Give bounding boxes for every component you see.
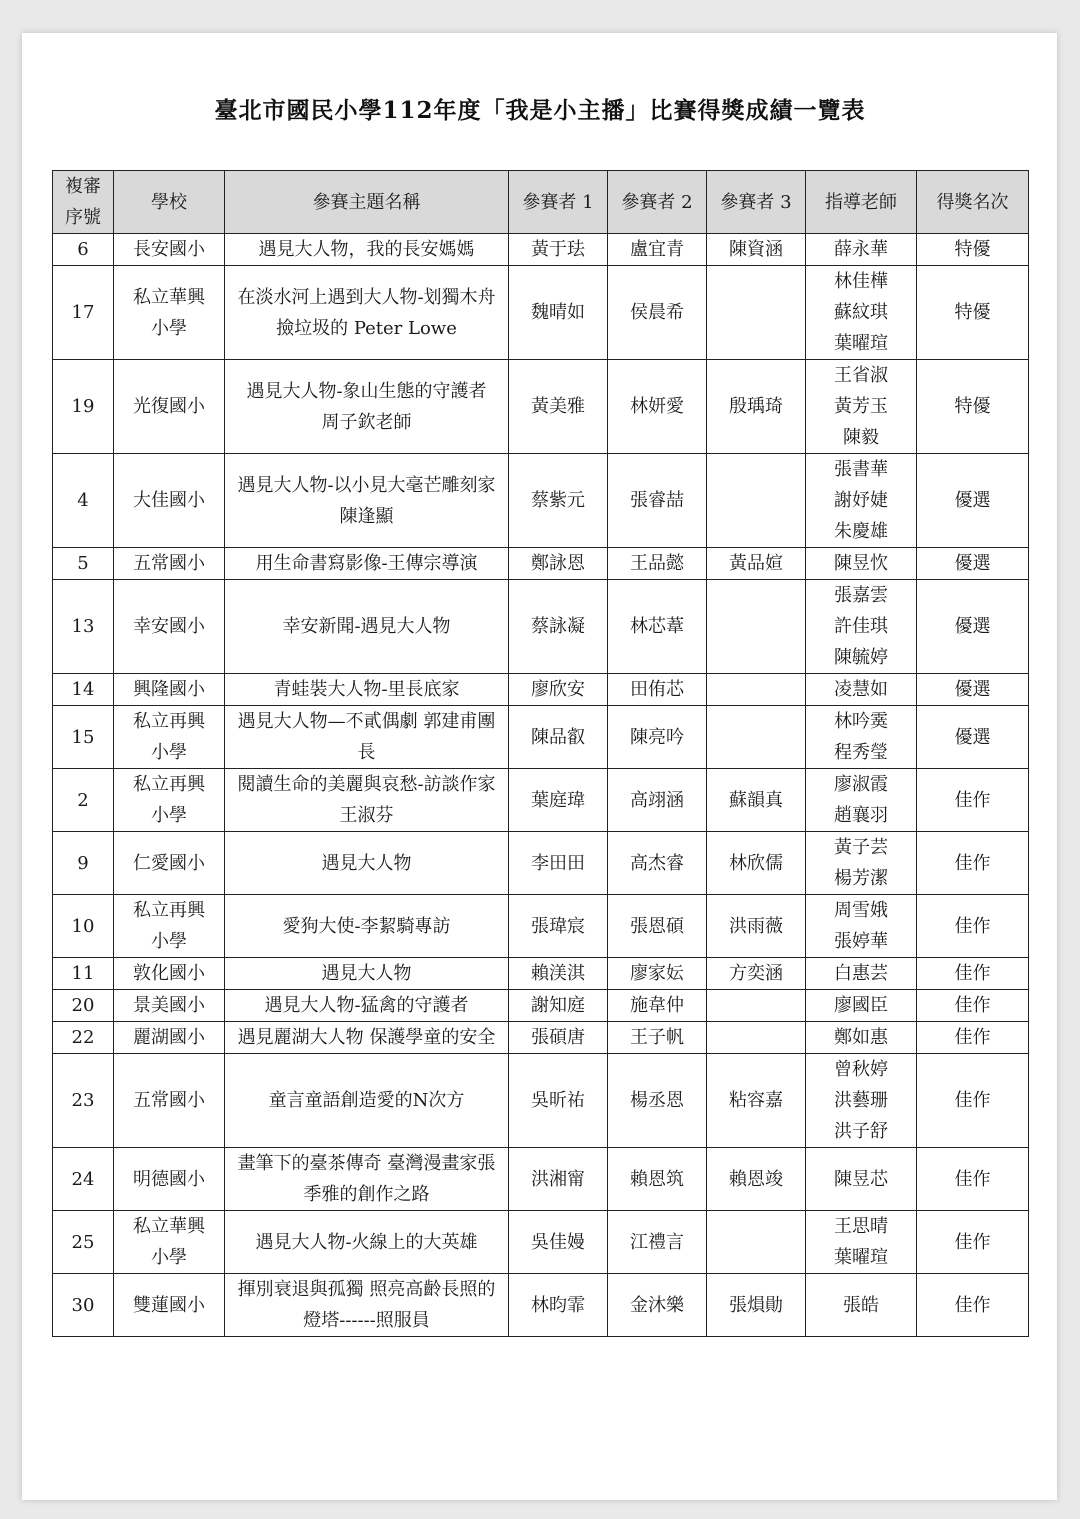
table-row (53, 958, 1029, 990)
cell-review-no: 30 (53, 1274, 114, 1337)
cell-advisor: 王省淑 黃芳玉 陳毅 (806, 360, 917, 454)
cell-topic: 遇見大人物-猛禽的守護者 (225, 990, 509, 1022)
table-row (53, 706, 1029, 769)
cell-advisor: 黃子芸 楊芳潔 (806, 832, 917, 895)
table-row (53, 769, 1029, 832)
cell-participant-3: 張熉勛 (707, 1274, 806, 1337)
cell-participant-3 (707, 706, 806, 769)
cell-award: 優選 (917, 454, 1029, 548)
cell-participant-2: 王子帆 (608, 1022, 707, 1054)
cell-participant-1: 張瑋宸 (509, 895, 608, 958)
cell-advisor: 凌慧如 (806, 674, 917, 706)
cell-advisor: 張嘉雲 許佳琪 陳毓婷 (806, 580, 917, 674)
cell-award: 特優 (917, 234, 1029, 266)
cell-award: 優選 (917, 674, 1029, 706)
cell-review-no: 17 (53, 266, 114, 360)
table-row (53, 1148, 1029, 1211)
cell-topic: 畫筆下的臺茶傳奇 臺灣漫畫家張季雅的創作之路 (225, 1148, 509, 1211)
cell-participant-1: 賴渼淇 (509, 958, 608, 990)
cell-participant-2: 江禮言 (608, 1211, 707, 1274)
column-header-award: 得獎名次 (917, 171, 1029, 234)
table-row (53, 674, 1029, 706)
cell-award: 佳作 (917, 1054, 1029, 1148)
table-row (53, 266, 1029, 360)
cell-participant-3 (707, 1211, 806, 1274)
column-header-review-no: 複審 序號 (53, 171, 114, 234)
cell-topic: 遇見大人物-以小見大毫芒雕刻家陳逢顯 (225, 454, 509, 548)
cell-advisor: 張皓 (806, 1274, 917, 1337)
cell-participant-3: 方奕涵 (707, 958, 806, 990)
cell-school: 仁愛國小 (114, 832, 225, 895)
cell-school: 雙蓮國小 (114, 1274, 225, 1337)
cell-award: 佳作 (917, 990, 1029, 1022)
cell-advisor: 林佳樺 蘇紋琪 葉曜瑄 (806, 266, 917, 360)
cell-award: 佳作 (917, 832, 1029, 895)
cell-topic: 幸安新聞-遇見大人物 (225, 580, 509, 674)
cell-award: 佳作 (917, 1148, 1029, 1211)
table-row (53, 548, 1029, 580)
cell-award: 特優 (917, 266, 1029, 360)
cell-school: 五常國小 (114, 548, 225, 580)
cell-award: 優選 (917, 580, 1029, 674)
cell-participant-3: 賴恩竣 (707, 1148, 806, 1211)
cell-participant-1: 洪湘甯 (509, 1148, 608, 1211)
cell-participant-3: 粘容嘉 (707, 1054, 806, 1148)
cell-school: 景美國小 (114, 990, 225, 1022)
cell-participant-3 (707, 1022, 806, 1054)
table-row (53, 832, 1029, 895)
cell-school: 光復國小 (114, 360, 225, 454)
cell-school: 五常國小 (114, 1054, 225, 1148)
cell-advisor: 白惠芸 (806, 958, 917, 990)
table-row (53, 1054, 1029, 1148)
cell-review-no: 20 (53, 990, 114, 1022)
cell-school: 大佳國小 (114, 454, 225, 548)
cell-review-no: 9 (53, 832, 114, 895)
table-row (53, 1274, 1029, 1337)
cell-participant-3: 林欣儒 (707, 832, 806, 895)
cell-review-no: 22 (53, 1022, 114, 1054)
cell-participant-1: 李田田 (509, 832, 608, 895)
table-row (53, 454, 1029, 548)
table-row (53, 360, 1029, 454)
page-title: 臺北市國民小學112年度「我是小主播」比賽得獎成績一覽表 (214, 97, 866, 124)
cell-participant-2: 賴恩筑 (608, 1148, 707, 1211)
cell-school: 敦化國小 (114, 958, 225, 990)
table-row (53, 895, 1029, 958)
cell-school: 麗湖國小 (114, 1022, 225, 1054)
cell-participant-2: 廖家妘 (608, 958, 707, 990)
cell-participant-1: 蔡詠凝 (509, 580, 608, 674)
cell-topic: 遇見大人物 (225, 958, 509, 990)
cell-topic: 遇見大人物—不貳偶劇 郭建甫團長 (225, 706, 509, 769)
cell-award: 特優 (917, 360, 1029, 454)
cell-school: 私立再興 小學 (114, 706, 225, 769)
cell-participant-1: 蔡紫元 (509, 454, 608, 548)
cell-participant-3 (707, 580, 806, 674)
cell-participant-2: 侯晨希 (608, 266, 707, 360)
cell-school: 私立再興 小學 (114, 895, 225, 958)
table-row (53, 1022, 1029, 1054)
cell-award: 佳作 (917, 1022, 1029, 1054)
cell-participant-1: 葉庭瑋 (509, 769, 608, 832)
cell-topic: 在淡水河上遇到大人物-划獨木舟撿垃圾的 Peter Lowe (225, 266, 509, 360)
cell-participant-3: 黃品媗 (707, 548, 806, 580)
cell-participant-2: 盧宜青 (608, 234, 707, 266)
cell-topic: 遇見大人物 (225, 832, 509, 895)
cell-advisor: 王思晴 葉曜瑄 (806, 1211, 917, 1274)
cell-topic: 遇見麗湖大人物 保護學童的安全 (225, 1022, 509, 1054)
cell-advisor: 廖淑霞 趙襄羽 (806, 769, 917, 832)
cell-advisor: 林吟霙 程秀瑩 (806, 706, 917, 769)
cell-participant-1: 吳昕祐 (509, 1054, 608, 1148)
cell-school: 明德國小 (114, 1148, 225, 1211)
cell-review-no: 4 (53, 454, 114, 548)
cell-review-no: 13 (53, 580, 114, 674)
cell-participant-1: 廖欣安 (509, 674, 608, 706)
cell-school: 私立華興 小學 (114, 266, 225, 360)
cell-participant-3: 殷瑀琦 (707, 360, 806, 454)
cell-participant-2: 施韋仲 (608, 990, 707, 1022)
table-row (53, 580, 1029, 674)
table-row (53, 990, 1029, 1022)
table-row (53, 234, 1029, 266)
cell-advisor: 薛永華 (806, 234, 917, 266)
cell-participant-1: 陳品叡 (509, 706, 608, 769)
cell-award: 佳作 (917, 1211, 1029, 1274)
cell-participant-2: 王品懿 (608, 548, 707, 580)
awards-table (52, 170, 1029, 1337)
cell-participant-3 (707, 674, 806, 706)
cell-participant-2: 楊丞恩 (608, 1054, 707, 1148)
cell-participant-3 (707, 990, 806, 1022)
cell-participant-3 (707, 454, 806, 548)
cell-award: 優選 (917, 548, 1029, 580)
cell-topic: 愛狗大使-李絜騎專訪 (225, 895, 509, 958)
cell-participant-2: 高杰睿 (608, 832, 707, 895)
cell-review-no: 25 (53, 1211, 114, 1274)
cell-advisor: 陳昱忺 (806, 548, 917, 580)
cell-review-no: 24 (53, 1148, 114, 1211)
cell-review-no: 19 (53, 360, 114, 454)
cell-topic: 童言童語創造愛的N次方 (225, 1054, 509, 1148)
cell-participant-2: 金沐樂 (608, 1274, 707, 1337)
column-header-participant-2: 參賽者 2 (608, 171, 707, 234)
cell-participant-1: 林昀霏 (509, 1274, 608, 1337)
cell-participant-1: 吳佳嫚 (509, 1211, 608, 1274)
cell-review-no: 5 (53, 548, 114, 580)
cell-award: 佳作 (917, 769, 1029, 832)
cell-participant-2: 張睿喆 (608, 454, 707, 548)
cell-award: 優選 (917, 706, 1029, 769)
cell-school: 長安國小 (114, 234, 225, 266)
cell-topic: 遇見大人物-象山生態的守護者 周子欽老師 (225, 360, 509, 454)
cell-review-no: 14 (53, 674, 114, 706)
cell-participant-3: 蘇韻真 (707, 769, 806, 832)
cell-participant-2: 陳亮吟 (608, 706, 707, 769)
cell-topic: 用生命書寫影像-王傳宗導演 (225, 548, 509, 580)
cell-participant-2: 田侑芯 (608, 674, 707, 706)
cell-review-no: 10 (53, 895, 114, 958)
cell-school: 興隆國小 (114, 674, 225, 706)
cell-participant-2: 林芯葦 (608, 580, 707, 674)
cell-award: 佳作 (917, 958, 1029, 990)
table-row (53, 1211, 1029, 1274)
cell-advisor: 廖國臣 (806, 990, 917, 1022)
cell-advisor: 張書華 謝妤婕 朱慶雄 (806, 454, 917, 548)
cell-participant-3: 洪雨薇 (707, 895, 806, 958)
cell-participant-1: 黃美雅 (509, 360, 608, 454)
cell-participant-1: 魏晴如 (509, 266, 608, 360)
cell-school: 私立華興 小學 (114, 1211, 225, 1274)
column-header-participant-1: 參賽者 1 (509, 171, 608, 234)
cell-participant-3: 陳資涵 (707, 234, 806, 266)
cell-participant-2: 張恩碩 (608, 895, 707, 958)
cell-topic: 遇見大人物，我的長安媽媽 (225, 234, 509, 266)
column-header-advisor: 指導老師 (806, 171, 917, 234)
cell-participant-2: 高翊涵 (608, 769, 707, 832)
cell-award: 佳作 (917, 1274, 1029, 1337)
cell-participant-1: 謝知庭 (509, 990, 608, 1022)
cell-topic: 閱讀生命的美麗與哀愁-訪談作家王淑芬 (225, 769, 509, 832)
cell-topic: 遇見大人物-火線上的大英雄 (225, 1211, 509, 1274)
cell-advisor: 陳昱芯 (806, 1148, 917, 1211)
cell-participant-3 (707, 266, 806, 360)
cell-review-no: 23 (53, 1054, 114, 1148)
cell-advisor: 周雪娥 張婷華 (806, 895, 917, 958)
cell-participant-2: 林妍愛 (608, 360, 707, 454)
table-body (53, 234, 1029, 1337)
cell-participant-1: 黃于珐 (509, 234, 608, 266)
cell-review-no: 15 (53, 706, 114, 769)
cell-advisor: 曾秋婷 洪藝珊 洪子舒 (806, 1054, 917, 1148)
column-header-school: 學校 (114, 171, 225, 234)
cell-award: 佳作 (917, 895, 1029, 958)
cell-participant-1: 張碩唐 (509, 1022, 608, 1054)
cell-advisor: 鄭如惠 (806, 1022, 917, 1054)
cell-school: 私立再興 小學 (114, 769, 225, 832)
column-header-participant-3: 參賽者 3 (707, 171, 806, 234)
cell-topic: 青蛙裝大人物-里長底家 (225, 674, 509, 706)
cell-review-no: 6 (53, 234, 114, 266)
cell-review-no: 11 (53, 958, 114, 990)
cell-participant-1: 鄭詠恩 (509, 548, 608, 580)
table-header-row (53, 171, 1029, 234)
column-header-topic: 參賽主題名稱 (225, 171, 509, 234)
cell-topic: 揮別衰退與孤獨 照亮高齡長照的燈塔------照服員 (225, 1274, 509, 1337)
cell-review-no: 2 (53, 769, 114, 832)
cell-school: 幸安國小 (114, 580, 225, 674)
